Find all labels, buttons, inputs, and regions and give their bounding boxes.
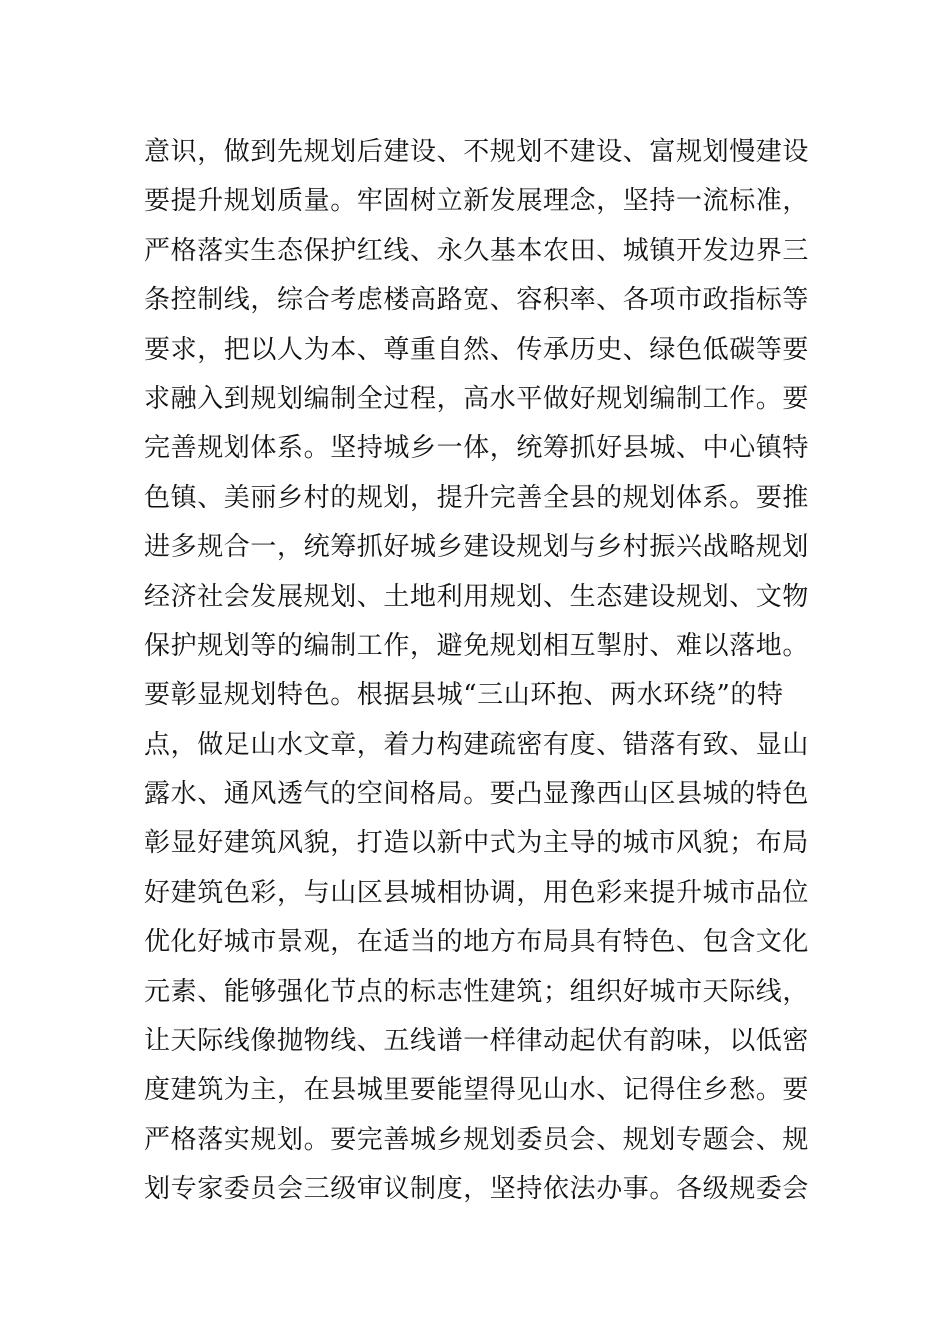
text-line: 元素、能够强化节点的标志性建筑；组织好城市天际线， [144,976,810,1007]
text-line: 划专家委员会三级审议制度，坚持依法办事。各级规委会 [144,1174,810,1205]
text-line: 保护规划等的编制工作，避免规划相互掣肘、难以落地。 [144,630,810,661]
text-line: 条控制线，综合考虑楼高路宽、容积率、各项市政指标等 [144,285,810,316]
text-line: 严格落实规划。要完善城乡规划委员会、规划专题会、规 [144,1124,810,1155]
text-line: 露水、通风透气的空间格局。要凸显豫西山区县城的特色 [144,779,810,810]
text-line: 让天际线像抛物线、五线谱一样律动起伏有韵味，以低密 [144,1026,810,1057]
text-line: 严格落实生态保护红线、永久基本农田、城镇开发边界三 [144,235,810,266]
text-line: 进多规合一，统筹抓好城乡建设规划与乡村振兴战略规划 [144,532,810,563]
text-line: 经济社会发展规划、土地利用规划、生态建设规划、文物 [144,581,810,612]
text-line: 意识，做到先规划后建设、不规划不建设、富规划慢建设 [144,137,810,167]
text-line: 要求，把以人为本、尊重自然、传承历史、绿色低碳等要 [144,334,810,365]
text-line: 要彰显规划特色。根据县城“三山环抱、两水环绕”的特 [144,680,784,711]
text-line: 求融入到规划编制全过程，高水平做好规划编制工作。要 [144,383,810,414]
text-line: 度建筑为主，在县城里要能望得见山水、记得住乡愁。要 [144,1075,810,1106]
text-line: 彰显好建筑风貌，打造以新中式为主导的城市风貌；布局 [144,828,810,859]
body-paragraph [144,128,814,1215]
text-line: 优化好城市景观，在适当的地方布局具有特色、包含文化 [144,927,810,958]
text-line: 要提升规划质量。牢固树立新发展理念，坚持一流标准， [144,186,810,217]
text-line: 色镇、美丽乡村的规划，提升完善全县的规划体系。要推 [144,482,810,513]
text-line: 好建筑色彩，与山区县城相协调，用色彩来提升城市品位 [144,877,810,908]
text-line: 点，做足山水文章，着力构建疏密有度、错落有致、显山 [144,729,810,760]
text-line: 完善规划体系。坚持城乡一体，统筹抓好县城、中心镇特 [144,433,810,464]
